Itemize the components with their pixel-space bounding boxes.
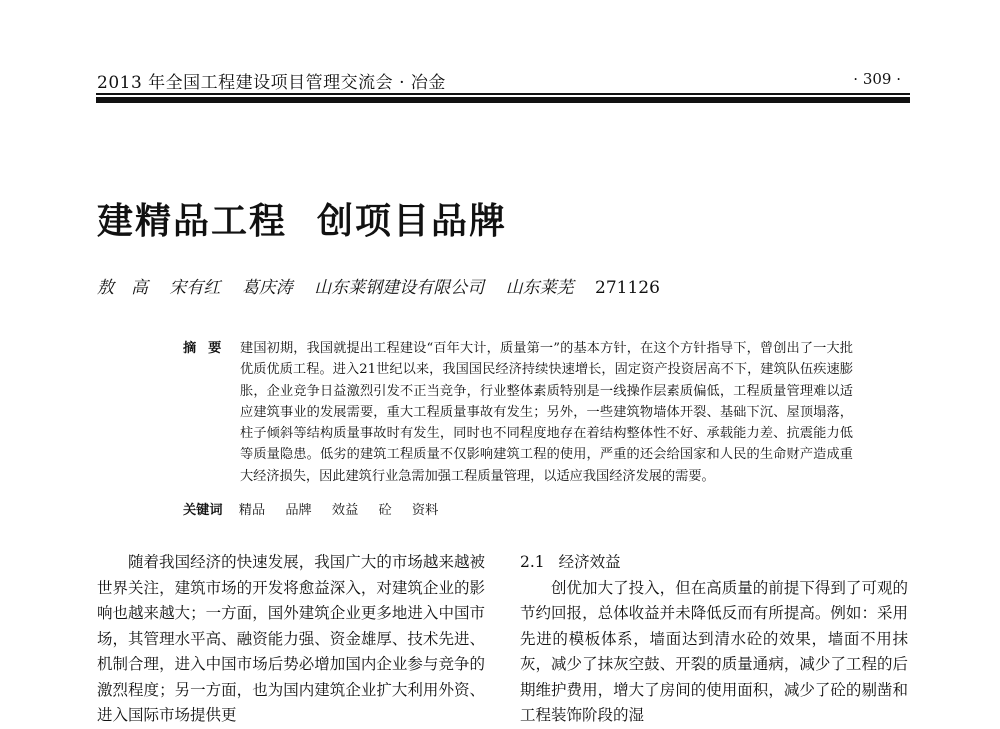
keyword: 精品 — [238, 503, 266, 518]
intro-paragraph: 随着我国经济的快速发展，我国广大的市场越来越被世界关注，建筑市场的开发将愈益深入，对建筑企业的影响也越来越大；一方面，国外建筑企业更多地进入中国市场，其管理水平高、融资能力强、资金雄厚、技术先进、机制合理，进入中国市场后势必增加国内企业参与竞争的激烈程度；另一方面，也为国内建筑企业扩大利用外资、进入国际市场提供更 — [97, 553, 485, 724]
body-column-right — [520, 550, 908, 729]
running-title: 2013 年全国工程建设项目管理交流会 · 冶金 — [97, 73, 446, 93]
section-paragraph: 创优加大了投入，但在高质量的前提下得到了可观的节约回报，总体收益并未降低反而有所提高。例如：采用先进的模板体系，墙面达到清水砼的效果，墙面不用抹灰，减少了抹灰空鼓、开裂的质量通病，减少了工程的后期维护费用，增大了房间的使用面积，减少了砼的剔凿和工程装饰阶段的湿 — [520, 578, 908, 724]
postcode: 271126 — [595, 278, 660, 298]
abstract — [183, 338, 853, 487]
keyword: 效益 — [331, 503, 359, 518]
running-header — [97, 68, 909, 92]
page-number: · 309 · — [853, 70, 901, 88]
keyword: 资料 — [411, 503, 439, 518]
keywords-label: 关键词 — [183, 503, 223, 518]
keyword: 品牌 — [285, 503, 312, 518]
byline — [97, 273, 676, 298]
title-part-1: 建精品工程 — [97, 200, 288, 242]
abstract-text: 建国初期，我国就提出工程建设“百年大计，质量第一”的基本方针，在这个方针指导下，曾创出了一大批优质优质工程。进入21世纪以来，我国国民经济持续快速增长，固定资产投资居高不下，建筑队伍疾速膨胀，企业竞争日益激烈引发不正当竞争，行业整体素质特别是一线操作层素质偏低，工程质量管理难以适应建筑事业的发展需要，重大工程质量事故有发生；另外，一些建筑物墙体开裂、基础下沉、屋顶塌落，柱子倾斜等结构质量事故时有发生，同时也不同程度地存在着结构整体性不好、承载能力差、抗震能力低等质量隐患。低劣的建筑工程质量不仅影响建筑工程的使用，严重的还会给国家和人民的生命财产造成重大经济损失，因此建筑行业急需加强工程质量管理，以适应我国经济发展的需要。 — [240, 341, 853, 484]
header-rule-thick — [96, 97, 910, 103]
keywords — [183, 499, 454, 518]
title-part-2: 创项目品牌 — [317, 200, 508, 242]
city: 山东莱芜 — [505, 278, 574, 298]
keyword: 砼 — [378, 503, 392, 518]
section-title: 经济效益 — [558, 553, 621, 571]
abstract-label: 摘要 — [183, 341, 234, 356]
body-column-left — [97, 550, 485, 729]
affiliation: 山东莱钢建设有限公司 — [314, 278, 485, 298]
section-number: 2.1 — [520, 553, 545, 571]
author-1: 敖 高 — [97, 278, 148, 298]
header-rule-thin — [96, 93, 910, 95]
article-title — [97, 197, 507, 245]
author-2: 宋有红 — [169, 278, 221, 298]
author-3: 葛庆涛 — [241, 278, 293, 298]
section-heading — [520, 550, 908, 576]
